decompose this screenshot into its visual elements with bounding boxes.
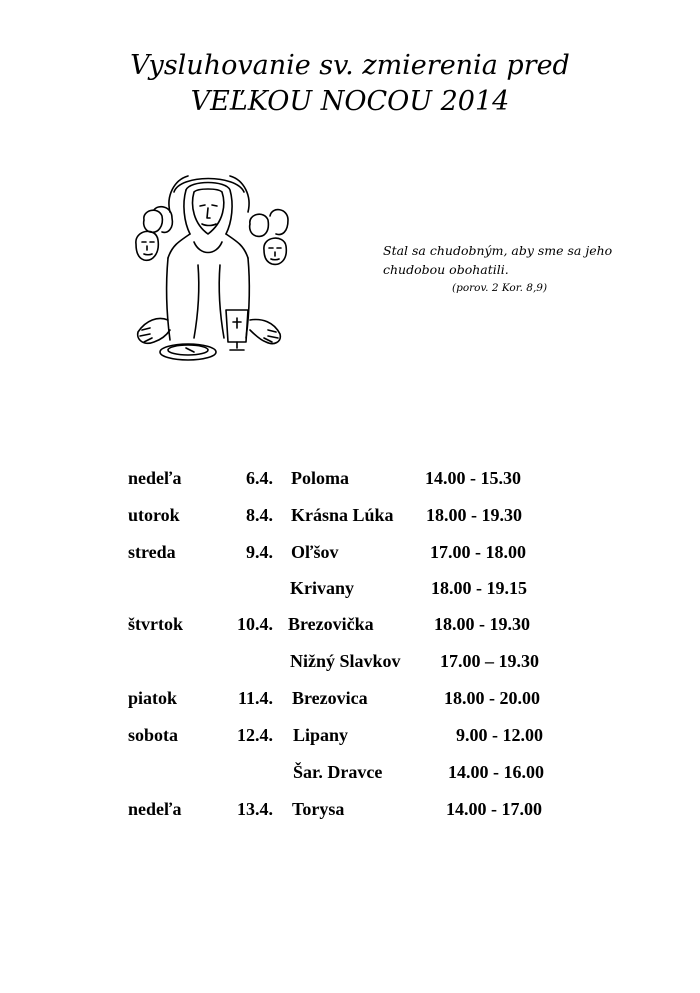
schedule-time: 14.00 - 17.00: [446, 799, 542, 819]
schedule-place: Lipany: [293, 725, 349, 745]
title-line-1: Vysluhovanie sv. zmierenia pred: [130, 50, 570, 81]
quote-line-1: Stal sa chudobným, aby sme sa jeho: [383, 243, 613, 258]
schedule-date: 13.4.: [237, 799, 273, 819]
schedule-place: Brezovička: [288, 614, 374, 634]
schedule-row: [0, 725, 700, 749]
schedule-time: 18.00 - 19.30: [426, 505, 522, 525]
schedule-day: streda: [128, 542, 176, 562]
schedule-place: Krásna Lúka: [291, 505, 394, 525]
schedule-place: Brezovica: [292, 688, 368, 708]
schedule-place: Nižný Slavkov: [290, 651, 401, 671]
schedule-day: nedeľa: [128, 799, 182, 819]
schedule-row: [0, 799, 700, 823]
schedule-row: [0, 542, 700, 566]
schedule-day: utorok: [128, 505, 180, 525]
schedule-time: 14.00 - 15.30: [425, 468, 521, 488]
schedule-row: [0, 688, 700, 712]
schedule-time: 18.00 - 19.30: [434, 614, 530, 634]
schedule-day: piatok: [128, 688, 178, 708]
schedule-time: 17.00 – 19.30: [440, 651, 539, 671]
schedule-place: Krivany: [290, 578, 355, 598]
schedule-row: [0, 578, 700, 602]
schedule-time: 14.00 - 16.00: [448, 762, 544, 782]
quote-line-2: chudobou obohatili.: [383, 262, 509, 277]
schedule-date: 12.4.: [237, 725, 273, 745]
schedule-place: Poloma: [291, 468, 349, 488]
schedule-row: [0, 651, 700, 675]
schedule-day: štvrtok: [128, 614, 183, 634]
schedule-place: Oľšov: [291, 542, 339, 562]
title-line-2: VEĽKOU NOCOU 2014: [190, 86, 510, 117]
schedule-date: 9.4.: [246, 542, 273, 562]
schedule-date: 6.4.: [246, 468, 273, 488]
schedule-row: [0, 614, 700, 638]
schedule-row: [0, 762, 700, 786]
schedule-time: 17.00 - 18.00: [430, 542, 526, 562]
schedule-day: nedeľa: [128, 468, 182, 488]
schedule-place: Šar. Dravce: [293, 762, 383, 782]
schedule-date: 11.4.: [237, 688, 273, 708]
schedule-row: [0, 505, 700, 529]
schedule-day: sobota: [128, 725, 179, 745]
scripture-reference: (porov. 2 Kor. 8,9): [452, 282, 548, 294]
schedule-time: 18.00 - 20.00: [444, 688, 540, 708]
schedule-row: [0, 468, 700, 492]
schedule-time: 18.00 - 19.15: [431, 578, 527, 598]
schedule-date: 10.4.: [237, 614, 273, 634]
schedule-date: 8.4.: [246, 505, 273, 525]
schedule-time: 9.00 - 12.00: [456, 725, 543, 745]
schedule-place: Torysa: [292, 799, 345, 819]
